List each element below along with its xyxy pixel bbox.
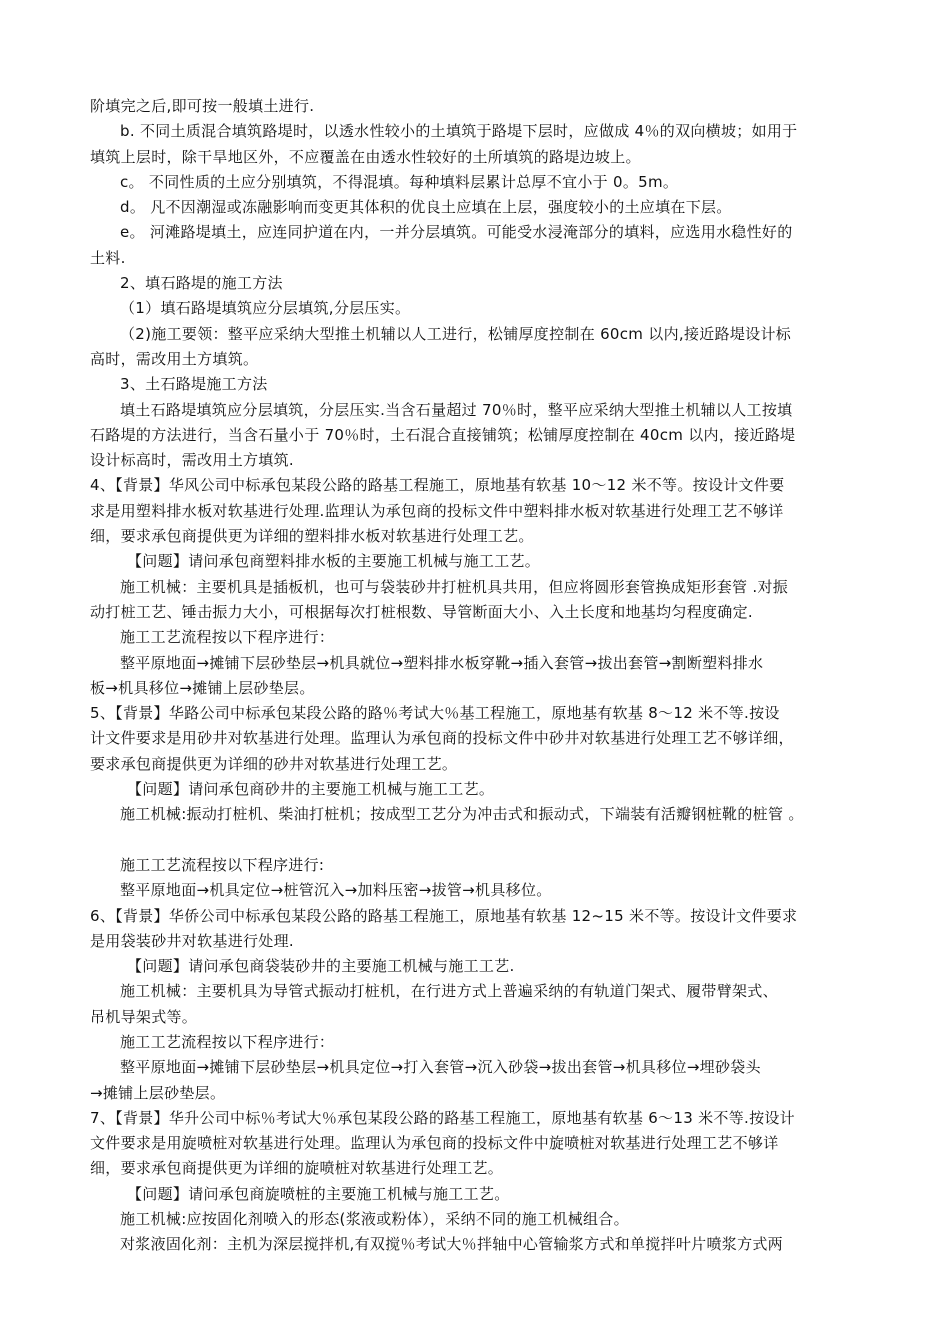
text-line: 是用袋装砂井对软基进行处理.	[90, 931, 294, 950]
blank-line	[90, 828, 865, 853]
section-heading: 3、土石路堤施工方法	[120, 375, 268, 394]
text-line: 施工机械:振动打桩机、柴油打桩机；按成型工艺分为冲击式和振动式，下端装有活瓣钢桩靴的桩管 。	[120, 805, 804, 824]
text-line: b. 不同土质混合填筑路堤时，以透水性较小的土填筑于路堤下层时，应做成 4％的双向横坡；如用于	[120, 122, 798, 141]
text-line: 整平原地面→摊铺下层砂垫层→机具就位→塑料排水板穿靴→插入套管→拔出套管→割断塑料排水	[120, 653, 764, 672]
text-line: 细，要求承包商提供更为详细的塑料排水板对软基进行处理工艺。	[90, 527, 534, 546]
text-line: 石路堤的方法进行，当含石量小于 70％时，土石混合直接铺筑；松铺厚度控制在 40cm 以内，接近路堤	[90, 425, 796, 444]
question-line: 【问题】请问承包商砂井的主要施工机械与施工工艺。	[127, 780, 495, 799]
text-line: 文件要求是用旋喷桩对软基进行处理。监理认为承包商的投标文件中旋喷桩对软基进行处理工艺不够详	[90, 1134, 779, 1153]
text-line: 细，要求承包商提供更为详细的旋喷桩对软基进行处理工艺。	[90, 1159, 504, 1178]
text-line: 施工工艺流程按以下程序进行：	[120, 628, 335, 647]
text-line: 吊机导架式等。	[90, 1007, 198, 1026]
section-heading: 2、填石路堤的施工方法	[120, 274, 283, 293]
question-heading: 7、【背景】华升公司中标％考试大％承包某段公路的路基工程施工，原地基有软基 6～13 米不等.按设计	[90, 1108, 795, 1127]
text-line: 计文件要求是用砂井对软基进行处理。监理认为承包商的投标文件中砂井对软基进行处理工艺不够详细，	[90, 729, 794, 748]
text-line: 要求承包商提供更为详细的砂井对软基进行处理工艺。	[90, 754, 458, 773]
question-line: 【问题】请问承包商旋喷桩的主要施工机械与施工工艺。	[127, 1184, 510, 1203]
question-heading: 4、【背景】华风公司中标承包某段公路的路基工程施工，原地基有软基 10～12 米不等。按设计文件要	[90, 476, 785, 495]
text-line: 施工工艺流程按以下程序进行：	[120, 1032, 335, 1051]
document-page	[90, 94, 865, 1258]
text-line: 施工机械：主要机具是插板机，也可与袋装砂井打桩机具共用，但应将圆形套管换成矩形套管 .对振	[120, 577, 789, 596]
text-line: →摊铺上层砂垫层。	[90, 1083, 226, 1102]
text-line: 土料.	[90, 248, 126, 267]
text-line: 高时，需改用土方填筑。	[90, 349, 259, 368]
question-heading: 5、【背景】华路公司中标承包某段公路的路％考试大％基工程施工，原地基有软基 8～12 米不等.按设	[90, 704, 780, 723]
text-line: 填土石路堤填筑应分层填筑，分层压实.当含石量超过 70％时，整平应采纳大型推土机辅以人工按填	[120, 400, 793, 419]
text-line: 设计标高时，需改用土方填筑.	[90, 451, 294, 470]
text-line: d。 凡不因潮湿或冻融影响而变更其体积的优良土应填在上层，强度较小的土应填在下层。	[120, 198, 732, 217]
text-line: 施工机械:应按固化剂喷入的形态(浆液或粉体），采纳不同的施工机械组合。	[120, 1210, 629, 1229]
text-line: 求是用塑料排水板对软基进行处理.监理认为承包商的投标文件中塑料排水板对软基进行处理工艺不够详	[90, 501, 784, 520]
text-line: 施工工艺流程按以下程序进行:	[120, 855, 325, 874]
text-line: （2)施工要领：整平应采纳大型推土机辅以人工进行，松铺厚度控制在 60cm 以内,接近路堤设计标	[120, 324, 792, 343]
text-line: 阶填完之后,即可按一般填土进行.	[90, 97, 315, 115]
text-line: c。 不同性质的土应分别填筑，不得混填。每种填料层累计总厚不宜小于 0。5m。	[120, 172, 679, 191]
text-line: 板→机具移位→摊铺上层砂垫层。	[90, 678, 315, 697]
question-heading: 6、【背景】华侨公司中标承包某段公路的路基工程施工，原地基有软基 12~15 米不等。按设计文件要求	[90, 906, 798, 925]
question-line: 【问题】请问承包商塑料排水板的主要施工机械与施工工艺。	[127, 552, 541, 571]
text-line: e。 河滩路堤填土，应连同护道在内，一并分层填筑。可能受水浸淹部分的填料，应选用水稳性好的	[120, 223, 793, 242]
question-line: 【问题】请问承包商袋装砂井的主要施工机械与施工工艺.	[127, 957, 515, 976]
text-line: 填筑上层时，除干旱地区外，不应覆盖在由透水性较好的土所填筑的路堤边坡上。	[90, 147, 641, 166]
text-line: 施工机械：主要机具为导管式振动打桩机，在行进方式上普遍采纳的有轨道门架式、履带臂架式、	[120, 982, 778, 1001]
text-line: 整平原地面→机具定位→桩管沉入→加料压密→拔管→机具移位。	[120, 881, 552, 900]
text-line: 对浆液固化剂：主机为深层搅拌机,有双搅％考试大％拌轴中心管输浆方式和单搅拌叶片喷浆方式两	[120, 1235, 783, 1254]
text-line: （1）填石路堤填筑应分层填筑,分层压实。	[120, 299, 411, 318]
text-line: 整平原地面→摊铺下层砂垫层→机具定位→打入套管→沉入砂袋→拔出套管→机具移位→埋砂袋头	[120, 1058, 761, 1077]
text-line: 动打桩工艺、锤击振力大小，可根据每次打桩根数、导管断面大小、入土长度和地基均匀程度确定.	[90, 602, 753, 621]
